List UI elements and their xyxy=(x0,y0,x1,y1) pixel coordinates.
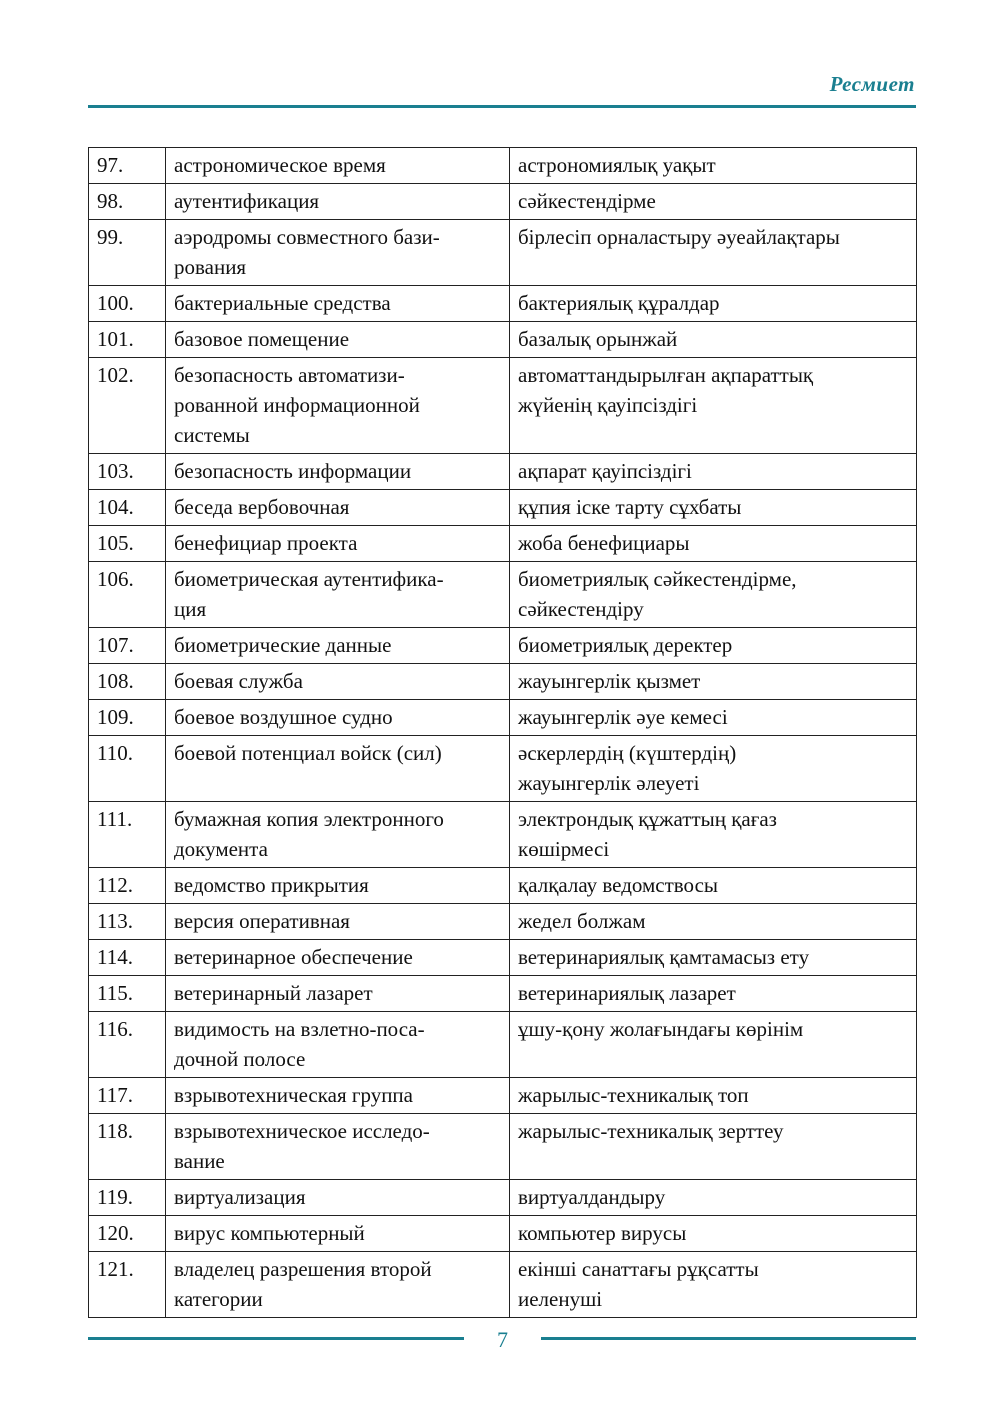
entry-number: 115. xyxy=(89,976,166,1012)
russian-term: ведомство прикрытия xyxy=(166,868,510,904)
entry-number: 105. xyxy=(89,526,166,562)
table-row xyxy=(89,454,917,490)
entry-number: 114. xyxy=(89,940,166,976)
kazakh-term: электрондық құжаттың қағаз көшірмесі xyxy=(510,802,917,868)
table-row xyxy=(89,562,917,628)
kazakh-term: жарылыс-техникалық зерттеу xyxy=(510,1114,917,1180)
kazakh-term: жедел болжам xyxy=(510,904,917,940)
glossary-table xyxy=(88,147,917,1318)
table-row xyxy=(89,148,917,184)
entry-number: 120. xyxy=(89,1216,166,1252)
russian-term: боевая служба xyxy=(166,664,510,700)
table-row xyxy=(89,322,917,358)
kazakh-term: биометриялық деректер xyxy=(510,628,917,664)
russian-term: ветеринарный лазарет xyxy=(166,976,510,1012)
russian-term: видимость на взлетно-поса- дочной полосе xyxy=(166,1012,510,1078)
kazakh-term: жарылыс-техникалық топ xyxy=(510,1078,917,1114)
entry-number: 117. xyxy=(89,1078,166,1114)
russian-term: астрономическое время xyxy=(166,148,510,184)
russian-term: беседа вербовочная xyxy=(166,490,510,526)
russian-term: боевой потенциал войск (сил) xyxy=(166,736,510,802)
russian-term: боевое воздушное судно xyxy=(166,700,510,736)
kazakh-term: жауынгерлік әуе кемесі xyxy=(510,700,917,736)
table-row xyxy=(89,1078,917,1114)
kazakh-term: базалық орынжай xyxy=(510,322,917,358)
kazakh-term: сәйкестендірме xyxy=(510,184,917,220)
table-row xyxy=(89,1114,917,1180)
russian-term: биометрические данные xyxy=(166,628,510,664)
russian-term: аутентификация xyxy=(166,184,510,220)
russian-term: ветеринарное обеспечение xyxy=(166,940,510,976)
russian-term: вирус компьютерный xyxy=(166,1216,510,1252)
kazakh-term: биометриялық сәйкестендірме, сәйкестендіру xyxy=(510,562,917,628)
running-header-title: Ресмиет xyxy=(829,72,915,96)
russian-term: биометрическая аутентифика- ция xyxy=(166,562,510,628)
entry-number: 103. xyxy=(89,454,166,490)
entry-number: 109. xyxy=(89,700,166,736)
russian-term: взрывотехническое исследо- вание xyxy=(166,1114,510,1180)
russian-term: виртуализация xyxy=(166,1180,510,1216)
table-row xyxy=(89,358,917,454)
kazakh-term: ветеринариялық лазарет xyxy=(510,976,917,1012)
entry-number: 107. xyxy=(89,628,166,664)
table-row xyxy=(89,700,917,736)
table-row xyxy=(89,802,917,868)
russian-term: безопасность автоматизи- рованной информационной системы xyxy=(166,358,510,454)
kazakh-term: ветеринариялық қамтамасыз ету xyxy=(510,940,917,976)
table-row xyxy=(89,736,917,802)
russian-term: безопасность информации xyxy=(166,454,510,490)
kazakh-term: құпия іске тарту сұхбаты xyxy=(510,490,917,526)
kazakh-term: қалқалау ведомствосы xyxy=(510,868,917,904)
entry-number: 98. xyxy=(89,184,166,220)
kazakh-term: бірлесіп орналастыру әуеайлақтары xyxy=(510,220,917,286)
kazakh-term: астрономиялық уақыт xyxy=(510,148,917,184)
table-row xyxy=(89,1216,917,1252)
kazakh-term: екінші санаттағы рұқсатты иеленуші xyxy=(510,1252,917,1318)
russian-term: взрывотехническая группа xyxy=(166,1078,510,1114)
table-row xyxy=(89,526,917,562)
glossary-table-body xyxy=(89,148,917,1318)
russian-term: бенефициар проекта xyxy=(166,526,510,562)
table-row xyxy=(89,1180,917,1216)
russian-term: бумажная копия электронного документа xyxy=(166,802,510,868)
entry-number: 106. xyxy=(89,562,166,628)
kazakh-term: автоматтандырылған ақпараттық жүйенің қауіпсіздігі xyxy=(510,358,917,454)
table-row xyxy=(89,1252,917,1318)
table-row xyxy=(89,490,917,526)
russian-term: аэродромы совместного бази- рования xyxy=(166,220,510,286)
entry-number: 110. xyxy=(89,736,166,802)
table-row xyxy=(89,940,917,976)
entry-number: 101. xyxy=(89,322,166,358)
entry-number: 119. xyxy=(89,1180,166,1216)
table-row xyxy=(89,628,917,664)
entry-number: 118. xyxy=(89,1114,166,1180)
kazakh-term: ақпарат қауіпсіздігі xyxy=(510,454,917,490)
entry-number: 111. xyxy=(89,802,166,868)
kazakh-term: жауынгерлік қызмет xyxy=(510,664,917,700)
table-row xyxy=(89,904,917,940)
entry-number: 102. xyxy=(89,358,166,454)
entry-number: 113. xyxy=(89,904,166,940)
table-row xyxy=(89,976,917,1012)
entry-number: 104. xyxy=(89,490,166,526)
entry-number: 108. xyxy=(89,664,166,700)
table-row xyxy=(89,1012,917,1078)
kazakh-term: әскерлердің (күштердің) жауынгерлік әлеуеті xyxy=(510,736,917,802)
kazakh-term: ұшу-қону жолағындағы көрінім xyxy=(510,1012,917,1078)
kazakh-term: компьютер вирусы xyxy=(510,1216,917,1252)
footer-divider-right xyxy=(541,1337,916,1340)
russian-term: бактериальные средства xyxy=(166,286,510,322)
header-divider xyxy=(88,105,916,108)
entry-number: 112. xyxy=(89,868,166,904)
table-row xyxy=(89,286,917,322)
kazakh-term: бактериялық құралдар xyxy=(510,286,917,322)
entry-number: 99. xyxy=(89,220,166,286)
table-row xyxy=(89,664,917,700)
kazakh-term: жоба бенефициары xyxy=(510,526,917,562)
table-row xyxy=(89,868,917,904)
page-number: 7 xyxy=(497,1327,508,1352)
entry-number: 121. xyxy=(89,1252,166,1318)
table-row xyxy=(89,184,917,220)
russian-term: версия оперативная xyxy=(166,904,510,940)
russian-term: базовое помещение xyxy=(166,322,510,358)
kazakh-term: виртуалдандыру xyxy=(510,1180,917,1216)
entry-number: 97. xyxy=(89,148,166,184)
russian-term: владелец разрешения второй категории xyxy=(166,1252,510,1318)
entry-number: 100. xyxy=(89,286,166,322)
footer-divider-left xyxy=(88,1337,464,1340)
entry-number: 116. xyxy=(89,1012,166,1078)
table-row xyxy=(89,220,917,286)
